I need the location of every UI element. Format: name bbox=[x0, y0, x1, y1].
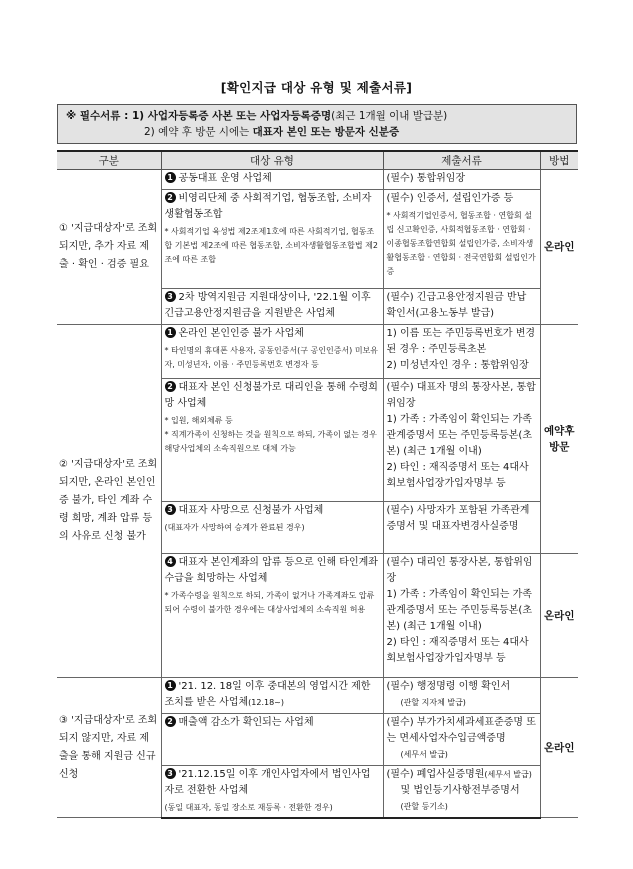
number-icon: 3 bbox=[165, 291, 176, 302]
target-cell bbox=[161, 714, 383, 766]
doc-line: (필수) 대리인 통장사본, 통합위임장 bbox=[386, 557, 533, 584]
target-note: * 사회적기업 육성법 제2조제1호에 따른 사회적기업, 협동조합 기본법 제2조에 따른 협동조합, 소비자생활협동조합법 제2조에 따른 조합 bbox=[164, 227, 378, 264]
target-cell bbox=[161, 379, 383, 502]
table-row bbox=[57, 325, 578, 379]
doc-issuer: (세무서 발급) bbox=[400, 750, 448, 759]
number-icon: 2 bbox=[165, 381, 176, 392]
target-cell bbox=[161, 766, 383, 818]
doc-line: (필수) 인증서, 설립인가증 등 bbox=[386, 193, 514, 204]
target-text: 온라인 본인인증 불가 사업체 bbox=[178, 328, 304, 339]
doc-line: (필수) 행정명령 이행 확인서 bbox=[386, 681, 511, 692]
target-text: 대표자 본인 신청불가로 대리인을 통해 수령희망 사업체 bbox=[164, 382, 378, 409]
doc-line: 2) 타인 : 재직증명서 또는 4대사회보험사업장가입자명부 등 bbox=[386, 637, 529, 664]
doc-line: (필수) 폐업사실증명원 bbox=[386, 769, 485, 780]
notice-line2-bold: 대표자 본인 또는 방문자 신분증 bbox=[252, 126, 400, 138]
number-icon: 1 bbox=[165, 172, 176, 183]
docs-cell bbox=[383, 766, 540, 818]
header-target-type: 대상 유형 bbox=[161, 151, 383, 170]
doc-issuer: (관할 지자체 발급) bbox=[400, 698, 466, 707]
target-note: * 타인명의 휴대폰 사용자, 공동인증서(구 공인인증서) 미보유자, 미성년자, 이름 · 주민등록번호 변경자 등 bbox=[164, 346, 379, 369]
docs-cell bbox=[383, 325, 540, 379]
table-row bbox=[57, 170, 578, 190]
doc-line: 1) 가족 : 가족임이 확인되는 가족관계증명서 또는 주민등록등본(초본) (최근 1개월 이내) bbox=[386, 414, 532, 457]
notice-line2-prefix: 2) 예약 후 방문 시에는 bbox=[144, 126, 253, 138]
header-method: 방법 bbox=[540, 151, 578, 170]
target-text: 매출액 감소가 확인되는 사업체 bbox=[178, 717, 314, 728]
doc-line: 및 법인등기사항전부증명서 bbox=[400, 785, 520, 796]
docs-cell bbox=[383, 502, 540, 554]
number-icon: 1 bbox=[165, 680, 176, 691]
target-text: '21.12.15일 이후 개인사업자에서 법인사업자로 전환한 사업체 bbox=[164, 769, 371, 796]
doc-line: (필수) 부가가치세과세표준증명 또는 면세사업자수입금액증명 bbox=[386, 717, 536, 744]
target-text: 대표자 사망으로 신청불가 사업체 bbox=[178, 505, 324, 516]
target-cell bbox=[161, 678, 383, 714]
page-title: [확인지급 대상 유형 및 제출서류] bbox=[220, 80, 413, 95]
docs-cell bbox=[383, 170, 540, 190]
notice-line1-suffix: (최근 1개월 이내 발급분) bbox=[331, 110, 448, 122]
doc-issuer: (세무서 발급) bbox=[484, 770, 532, 779]
docs-cell bbox=[383, 190, 540, 289]
target-cell bbox=[161, 190, 383, 289]
method-cell: 온라인 bbox=[540, 554, 578, 678]
doc-line: (필수) 대표자 명의 통장사본, 통합위임장 bbox=[386, 382, 536, 409]
target-cell bbox=[161, 554, 383, 678]
target-text: 비영리단체 중 사회적기업, 협동조합, 소비자생활협동조합 bbox=[164, 193, 372, 220]
target-cell bbox=[161, 325, 383, 379]
docs-cell bbox=[383, 379, 540, 502]
method-cell: 온라인 bbox=[540, 678, 578, 818]
target-note: (대표자가 사망하여 승계가 완료된 경우) bbox=[164, 523, 305, 532]
notice-line1-prefix: ※ 필수서류 : 1) 사업자등록증 사본 또는 사업자등록증명 bbox=[66, 110, 332, 122]
doc-line: (필수) 긴급고용안정지원금 반납 확인서(고용노동부 발급) bbox=[386, 292, 527, 319]
doc-issuer: (관할 등기소) bbox=[400, 802, 448, 811]
target-note: * 가족수령을 원칙으로 하되, 가족이 없거나 가족계좌도 압류되어 수령이 불가한 경우에는 대상사업체의 소속직원 허용 bbox=[164, 591, 375, 614]
doc-line: 1) 가족 : 가족임이 확인되는 가족관계증명서 또는 주민등록등본(초본) (최근 1개월 이내) bbox=[386, 589, 532, 632]
docs-cell bbox=[383, 554, 540, 678]
number-icon: 3 bbox=[165, 768, 176, 779]
number-icon: 2 bbox=[165, 192, 176, 203]
target-text: 대표자 본인계좌의 압류 등으로 인해 타인계좌 수급을 희망하는 사업체 bbox=[164, 557, 378, 584]
header-documents: 제출서류 bbox=[383, 151, 540, 170]
method-cell: 예약후 방문 bbox=[540, 325, 578, 554]
table-header-row bbox=[57, 151, 578, 170]
required-docs-notice bbox=[57, 104, 577, 144]
doc-line: (필수) 사망자가 포함된 가족관계증명서 및 대표자변경사실증명 bbox=[386, 505, 530, 532]
doc-note: * 사회적기업인증서, 협동조합 · 연합회 설립 신고확인증, 사회적협동조합 · 연합회 · 이종협동조합연합회 설립인가증, 소비자생활협동조합 · 연합회 · 전국연합회 설립인가증 bbox=[386, 211, 536, 276]
eligibility-table bbox=[57, 150, 578, 819]
docs-cell bbox=[383, 289, 540, 325]
target-text: 공동대표 운영 사업체 bbox=[178, 173, 272, 184]
target-cell bbox=[161, 502, 383, 554]
number-icon: 2 bbox=[165, 716, 176, 727]
target-text: 2차 방역지원금 지원대상이나, '22.1월 이후 긴급고용안정지원금을 지원받은 사업체 bbox=[164, 292, 371, 319]
doc-line: 1) 이름 또는 주민등록번호가 변경된 경우 : 주민등록초본 bbox=[386, 328, 536, 355]
target-text: '21. 12. 18일 이후 중대본의 영업시간 제한 조치를 받은 사업체 bbox=[164, 681, 371, 708]
number-icon: 3 bbox=[165, 504, 176, 515]
doc-line: 2) 타인 : 재직증명서 또는 4대사회보험사업장가입자명부 등 bbox=[386, 462, 529, 489]
method-cell: 온라인 bbox=[540, 170, 578, 325]
target-note: * 입원, 해외체류 등 * 직계가족이 신청하는 것을 원칙으로 하되, 가족이 없는 경우 해당사업체의 소속직원으로 대체 가능 bbox=[164, 416, 377, 453]
target-note: (동일 대표자, 동일 장소로 재등록 · 전환한 경우) bbox=[164, 803, 333, 812]
category-cell: ③ '지급대상자'로 조회되지 않지만, 자료 제출을 통해 지원금 신규 신청 bbox=[57, 678, 161, 818]
target-cell bbox=[161, 170, 383, 190]
number-icon: 1 bbox=[165, 327, 176, 338]
doc-line: (필수) 통합위임장 bbox=[386, 173, 466, 184]
docs-cell bbox=[383, 678, 540, 714]
header-category: 구분 bbox=[57, 151, 161, 170]
docs-cell bbox=[383, 714, 540, 766]
target-tail: (12.18~) bbox=[248, 698, 284, 707]
category-cell: ② '지급대상자'로 조회되지만, 온라인 본인인증 불가, 타인 계좌 수령 희망, 계좌 압류 등의 사유로 신청 불가 bbox=[57, 325, 161, 678]
table-row bbox=[57, 678, 578, 714]
doc-line: 2) 미성년자인 경우 : 통합위임장 bbox=[386, 360, 529, 371]
category-cell: ① '지급대상자'로 조회되지만, 추가 자료 제출 · 확인 · 검증 필요 bbox=[57, 170, 161, 325]
target-cell bbox=[161, 289, 383, 325]
number-icon: 4 bbox=[165, 556, 176, 567]
